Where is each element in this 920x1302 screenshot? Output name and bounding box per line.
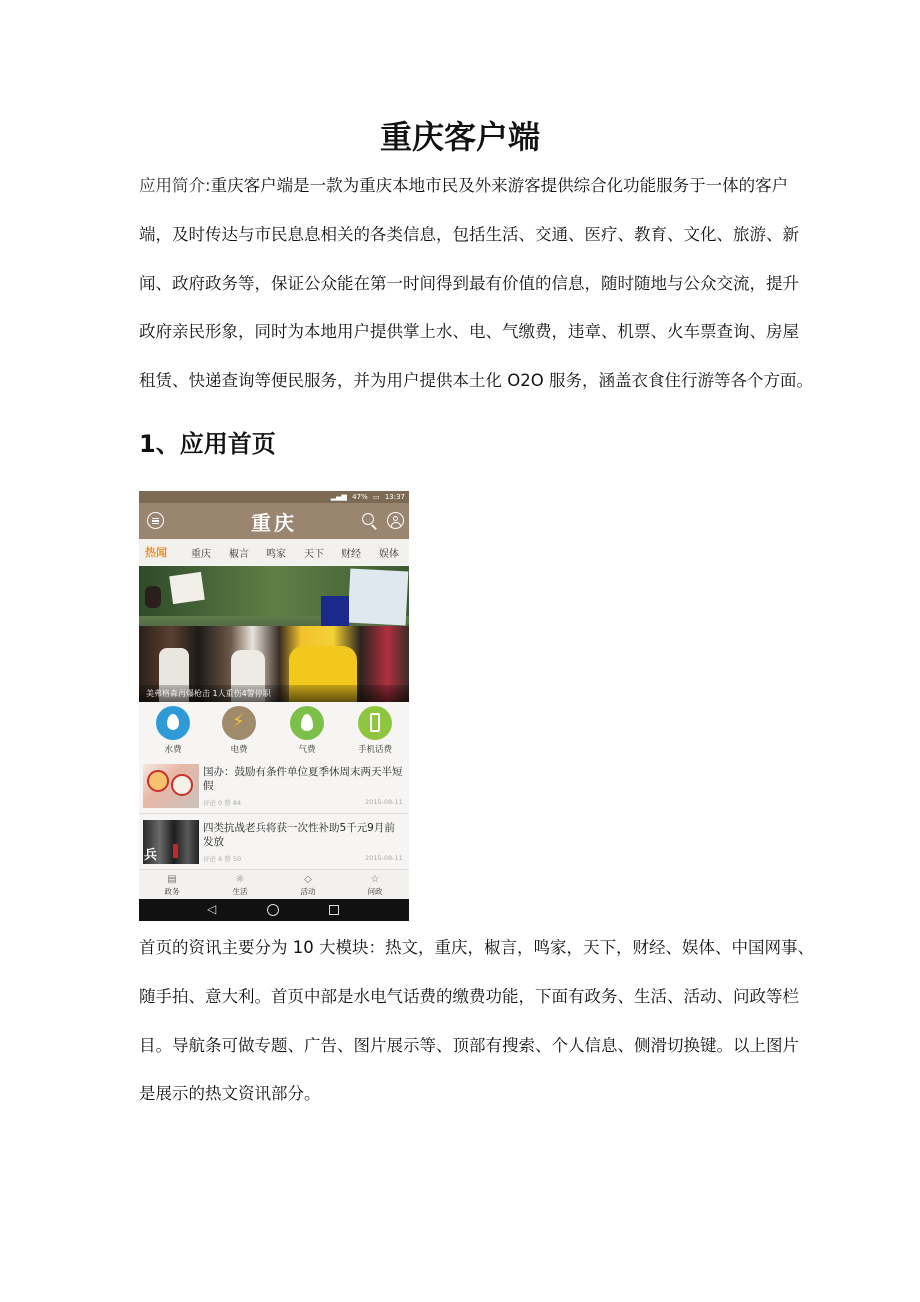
sun-icon: ☼ (235, 874, 245, 885)
system-navigation-bar (139, 899, 409, 921)
phone-fee-label: 手机话费 (357, 745, 392, 755)
intro-line-3: 闻、政府政务等，保证公众能在第一时间得到最有价值的信息，随时随地与公众交流，提升 (139, 273, 799, 293)
electricity-fee-button[interactable] (209, 706, 269, 755)
signal-icon: ▂▄▆ (330, 493, 347, 501)
nav-government-affairs[interactable] (147, 873, 197, 897)
banner-carousel[interactable] (139, 566, 409, 702)
intro-line-4: 政府亲民形象，同时为本地用户提供掌上水、电、气缴费，违章、机票、火车票查询、房屋 (139, 322, 799, 342)
app-logo: 重庆 (251, 511, 297, 535)
banner-caption: 美弗格森再爆枪击 1人重伤4警停职 (146, 689, 271, 698)
nav-life[interactable] (215, 873, 265, 897)
news-meta: 评论 0 赞 84 (203, 799, 242, 807)
recent-apps-icon[interactable] (329, 905, 339, 915)
status-time: 13:37 (384, 493, 405, 501)
news-title: 国办：鼓励有条件单位夏季休周末两天半短假 (203, 766, 403, 792)
nav-inquiry[interactable] (350, 873, 400, 897)
nav-label: 问政 (367, 887, 383, 896)
profile-icon[interactable] (387, 512, 404, 529)
tab-tianxia[interactable]: 天下 (304, 549, 324, 560)
intro-line-2: 端，及时传达与市民息息相关的各类信息，包括生活、交通、医疗、教育、文化、旅游、新 (139, 224, 799, 244)
payment-services (139, 702, 409, 758)
tag-icon: ◇ (304, 874, 312, 885)
section-heading: 1、应用首页 (139, 430, 276, 458)
battery-level: 47% (352, 493, 368, 501)
news-title: 四类抗战老兵将获一次性补助5千元9月前发放 (203, 822, 395, 848)
tab-mingjia[interactable]: 鸣家 (266, 549, 286, 560)
intro-paragraph (139, 162, 813, 406)
tab-entertainment-sports[interactable]: 娱体 (379, 549, 399, 560)
lightning-icon: ⚡ (232, 711, 245, 732)
news-meta: 评论 6 赞 50 (203, 855, 242, 863)
tab-hot-news[interactable]: 热闻 (145, 546, 167, 559)
category-tabs (139, 539, 409, 565)
bottom-navigation (139, 869, 409, 899)
intro-line-1 (139, 162, 789, 211)
intro-line-1-text: 重庆客户端是一款为重庆本地市民及外来游客提供综合化功能服务于一体的客户 (210, 176, 789, 195)
star-icon: ☆ (370, 874, 380, 885)
intro-line-5: 租赁、快递查询等便民服务，并为用户提供本土化 O2O 服务，涵盖衣食住行游等各个方面。 (139, 371, 813, 391)
battery-icon: ▭ (372, 493, 380, 501)
gas-fee-label: 气费 (298, 745, 316, 755)
water-drop-icon (167, 714, 179, 730)
flame-icon (301, 714, 313, 731)
phone-fee-button[interactable] (345, 706, 405, 755)
nav-label: 活动 (300, 887, 316, 896)
tab-jiaoyan[interactable]: 椒言 (229, 549, 249, 560)
water-fee-button[interactable] (143, 706, 203, 755)
clipboard-icon: ▤ (167, 874, 177, 885)
news-date: 2015-08-11 (365, 854, 403, 862)
status-bar (139, 491, 409, 503)
nav-activities[interactable] (283, 873, 333, 897)
app-screenshot (139, 491, 409, 921)
tab-chongqing[interactable]: 重庆 (191, 549, 211, 560)
electricity-fee-label: 电费 (230, 745, 248, 755)
description-paragraph (139, 924, 814, 1119)
description-line-2: 随手拍、意大利。首页中部是水电气话费的缴费功能，下面有政务、生活、活动、问政等栏 (139, 986, 799, 1006)
nav-label: 生活 (232, 887, 248, 896)
tab-finance[interactable]: 财经 (341, 549, 361, 560)
news-thumbnail: 兵 (143, 820, 199, 864)
banner-caption-bar (139, 685, 409, 702)
home-icon[interactable] (267, 904, 279, 916)
gas-fee-button[interactable] (277, 706, 337, 755)
description-line-4: 是展示的热文资讯部分。 (139, 1084, 321, 1104)
news-item[interactable] (139, 813, 409, 869)
news-item[interactable] (139, 758, 409, 814)
news-date: 2015-08-11 (365, 798, 403, 806)
back-icon[interactable]: ◁ (207, 902, 217, 916)
nav-label: 政务 (164, 887, 180, 896)
app-header (139, 503, 409, 539)
description-line-3: 目。导航条可做专题、广告、图片展示等、顶部有搜索、个人信息、侧滑切换键。以上图片 (139, 1035, 799, 1055)
news-thumbnail (143, 764, 199, 808)
document-title: 重庆客户端 (379, 118, 540, 156)
description-line-1: 首页的资讯主要分为 10 大模块：热文，重庆，椒言，鸣家，天下，财经、娱体、中国网事、 (139, 938, 814, 957)
mobile-phone-icon (370, 713, 380, 732)
intro-lead-label: 应用简介: (139, 176, 211, 195)
search-icon[interactable] (361, 512, 379, 530)
water-fee-label: 水费 (164, 745, 182, 755)
